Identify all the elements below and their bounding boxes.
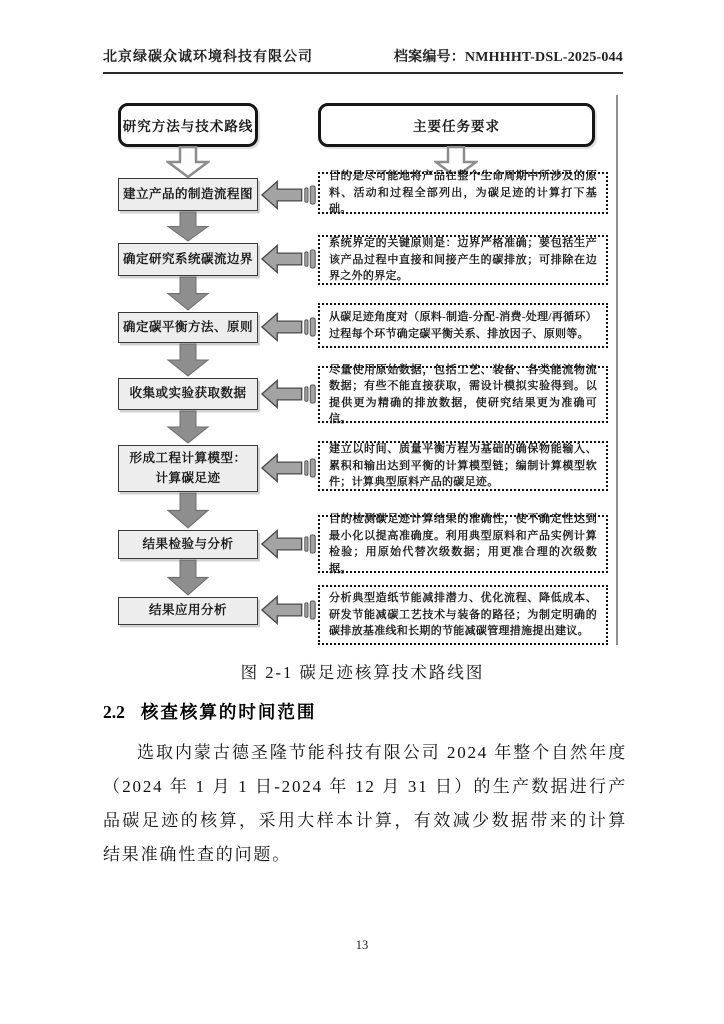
flow-title-methods-label: 研究方法与技术路线: [122, 119, 254, 134]
flow-step-5-label-line1: 形成工程计算模型：: [129, 451, 247, 466]
down-arrow-icon: [166, 492, 210, 529]
flow-desc-2: [318, 235, 608, 285]
left-arrow-icon: [261, 241, 317, 277]
doc-number: 档案编号：NMHHHT-DSL-2025-044: [393, 50, 623, 65]
left-arrow-icon: [261, 177, 317, 213]
flow-step-3: [118, 312, 258, 343]
flow-desc-7-text: 分析典型造纸节能减排潜力、优化流程、降低成本、研发节能减碳工艺技术与装备的路径；为制定明确的碳排放基准线和长期的节能减碳管理措施提出建议。: [329, 592, 597, 638]
flow-step-6: [118, 530, 258, 559]
down-arrow-icon: [166, 211, 210, 242]
flow-desc-2-text: 系统界定的关键原则是：边界严格准确；要包括生产该产品过程中直接和间接产生的碳排放；可排除在边界之外的界定。: [329, 237, 597, 283]
flow-desc-1-text: 目的是尽可能地将产品在整个生命周期中所涉及的原料、活动和过程全部列出，为碳足迹的计算打下基础。: [329, 170, 597, 216]
flow-desc-4: [318, 363, 608, 425]
page-header: [103, 46, 623, 74]
body-paragraph: 选取内蒙古德圣隆节能科技有限公司 2024 年整个自然年度（2024 年 1 月 1 日-2024 年 12 月 31 日）的生产数据进行产品碳足迹的核算，采用大样本计算，有效减少数据带来的计算结果准确性查的问题。: [103, 743, 627, 864]
flow-step-1-label: 建立产品的制造流程图: [122, 186, 253, 201]
flow-step-7: [118, 597, 258, 625]
flow-title-tasks-label: 主要任务要求: [413, 119, 500, 134]
flow-desc-1: [318, 172, 608, 214]
company-name: 北京绿碳众诚环境科技有限公司: [103, 50, 313, 65]
flow-desc-6-text: 目的检测碳足迹计算结果的准确性，使不确定性达到最小化以提高准确度。利用典型原料和产品实例计算检验；用原始代替次级数据；用更准合理的次级数据。: [329, 513, 597, 575]
down-arrow-hollow-icon: [166, 146, 210, 178]
down-arrow-icon: [166, 559, 210, 596]
down-arrow-icon: [166, 343, 210, 377]
flow-desc-5-text: 建立以时间、质量平衡方程为基础的确保物能输入、累积和输出达到平衡的计算模型链；编制计算模型软件；计算典型原料产品的碳足迹。: [329, 443, 597, 489]
section-number: 2.2: [103, 702, 125, 722]
left-arrow-icon: [261, 526, 317, 562]
flow-step-4-label: 收集或实验获取数据: [129, 386, 247, 401]
figure-border-line: [616, 95, 618, 645]
figure-caption: 图 2-1 碳足迹核算技术路线图: [240, 663, 485, 682]
left-arrow-icon: [261, 592, 317, 628]
flow-desc-7: [318, 585, 608, 645]
page-number: 13: [355, 938, 369, 952]
flow-desc-3: [318, 303, 608, 348]
flow-title-tasks: [318, 103, 595, 147]
left-arrow-icon: [261, 309, 317, 345]
flow-desc-6: [318, 515, 608, 573]
flow-step-4: [118, 378, 258, 410]
flow-desc-3-text: 从碳足迹角度对（原料-制造-分配-消费-处理/再循环）过程每个环节确定碳平衡关系、排放因子、原则等。: [329, 311, 597, 340]
flow-step-3-label: 确定碳平衡方法、原则: [122, 319, 253, 334]
flow-desc-5: [318, 441, 608, 491]
flowchart-figure: [100, 95, 625, 657]
flow-step-2-label: 确定研究系统碳流边界: [122, 251, 253, 266]
flow-desc-4-text: 尽量使用原始数据，包括工艺、装备、各类能流物流数据；有些不能直接获取，需设计模拟实验得到。以提供更为精确的排放数据，使研究结果更为准确可信。: [329, 363, 597, 425]
flow-step-6-label: 结果检验与分析: [142, 536, 234, 551]
down-arrow-icon: [166, 410, 210, 444]
flow-step-5-label-line2: 计算碳足迹: [155, 470, 221, 485]
flow-step-1: [118, 178, 258, 211]
flow-step-2: [118, 243, 258, 276]
section-heading: [103, 699, 625, 724]
flow-title-methods: [118, 103, 258, 147]
flow-step-7-label: 结果应用分析: [148, 603, 227, 618]
section-title: 核查核算的时间范围: [140, 702, 317, 722]
down-arrow-icon: [166, 276, 210, 311]
left-arrow-icon: [261, 376, 317, 412]
left-arrow-icon: [261, 450, 317, 486]
flow-step-5: [118, 445, 258, 492]
